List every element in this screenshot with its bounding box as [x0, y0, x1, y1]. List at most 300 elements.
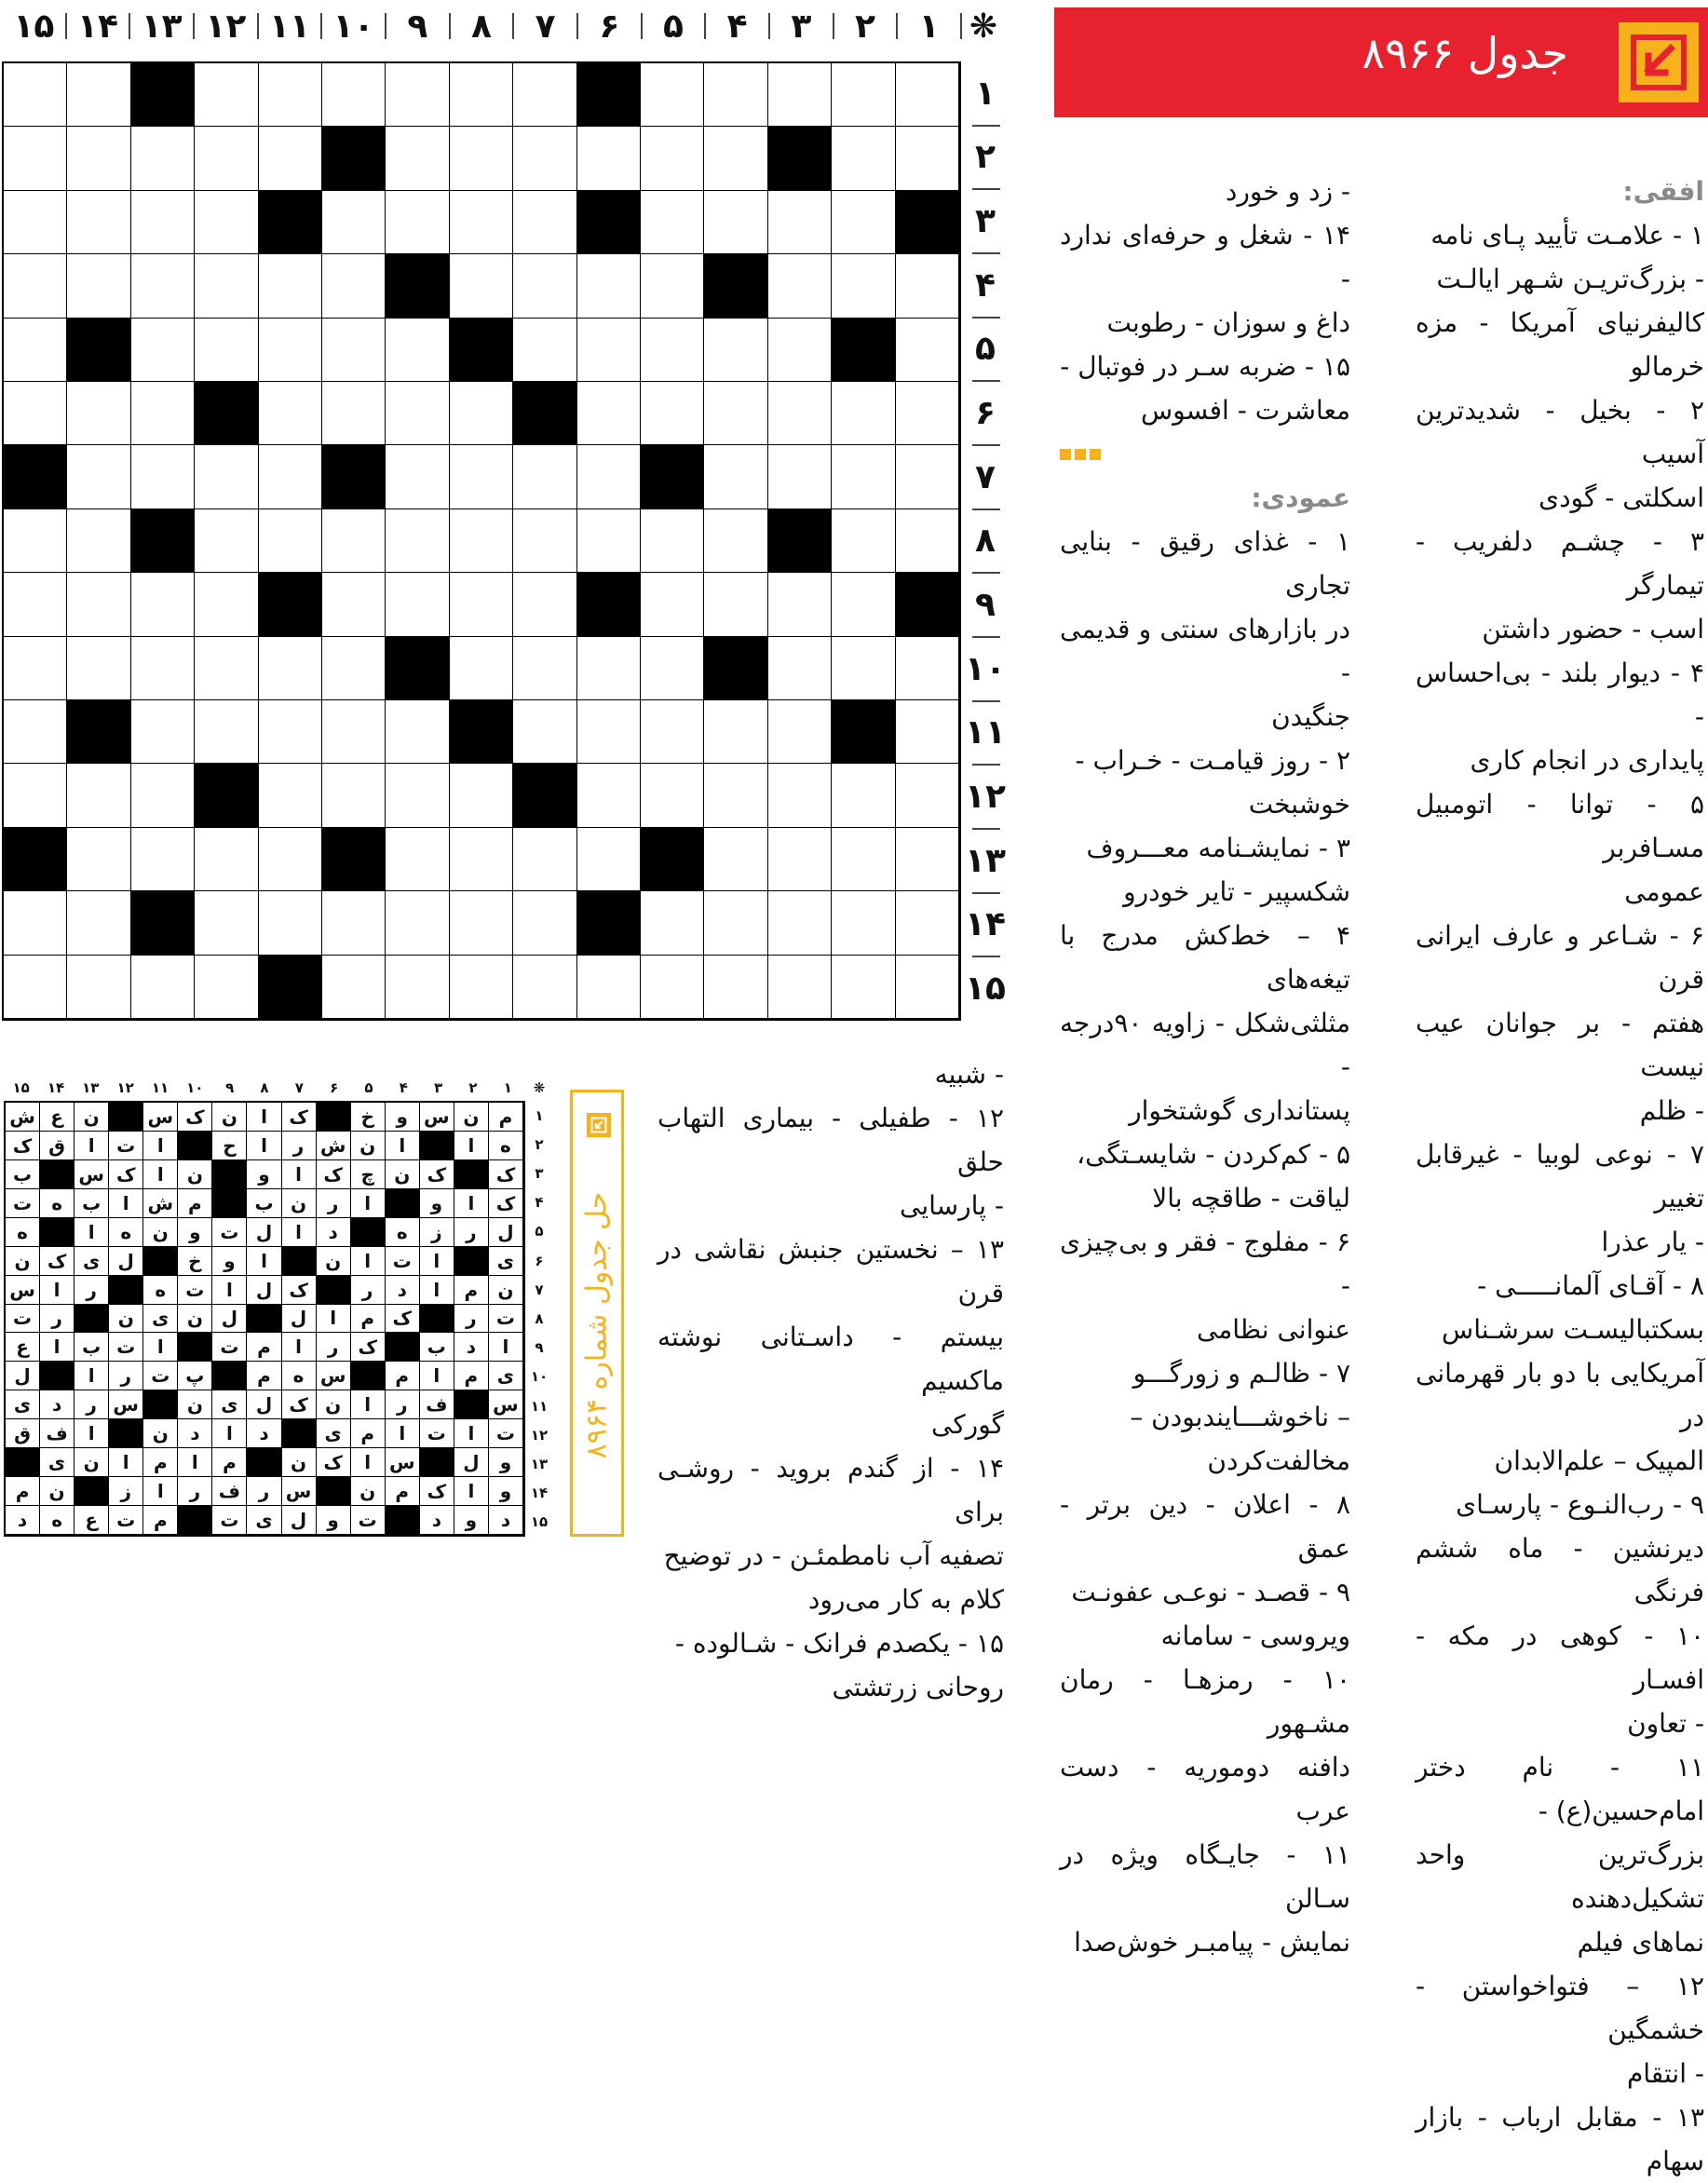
clue-line: مثلثی‌شکل - زاویه ۹۰درجه - [1060, 1008, 1350, 1082]
clue-line: ۱۴ - شغل و حرفه‌ای ندارد - [1060, 220, 1350, 294]
solution-cell: ا [75, 1218, 109, 1247]
grid-cell[interactable] [67, 891, 130, 955]
clue-line: - شبیه [934, 1059, 1004, 1090]
grid-cell[interactable] [131, 319, 195, 382]
clue-line: ۹ - رب‌النـوع - پارسـای [1456, 1489, 1704, 1520]
grid-cell[interactable] [641, 891, 704, 955]
grid-cell[interactable] [577, 509, 641, 573]
solution-cell: ر [178, 1477, 212, 1506]
grid-cell[interactable] [704, 956, 767, 1019]
grid-cell[interactable] [577, 382, 641, 445]
grid-cell[interactable] [195, 319, 258, 382]
grid-cell[interactable] [322, 382, 386, 445]
grid-cell[interactable] [704, 573, 767, 636]
grid-cell[interactable] [131, 254, 195, 318]
grid-cell[interactable] [450, 509, 513, 573]
grid-cell-black [513, 764, 576, 827]
solution-cell: ک [40, 1247, 75, 1276]
grid-cell[interactable] [67, 127, 130, 190]
grid-cell[interactable] [4, 382, 67, 445]
grid-cell[interactable] [4, 700, 67, 764]
solution-cell: د [489, 1506, 523, 1535]
grid-cell[interactable] [896, 127, 959, 190]
solution-cell: ی [75, 1247, 109, 1276]
solution-cell: ن [40, 1477, 75, 1506]
clue-line: دافنه دوموریه - دست عرب [1060, 1752, 1350, 1826]
grid-cell[interactable] [896, 319, 959, 382]
grid-cell[interactable] [259, 891, 322, 955]
grid-cell[interactable] [195, 637, 258, 700]
grid-cell-black [577, 891, 641, 955]
solution-cell-black [317, 1477, 351, 1506]
grid-cell[interactable] [641, 382, 704, 445]
solution-cell-black [6, 1448, 40, 1477]
grid-cell[interactable] [195, 891, 258, 955]
solution-cell: ر [317, 1189, 351, 1218]
column-separator [385, 13, 386, 39]
grid-cell[interactable] [259, 828, 322, 891]
grid-cell[interactable] [386, 956, 449, 1019]
solution-cell: ع [6, 1333, 40, 1362]
grid-cell[interactable] [832, 764, 895, 827]
grid-cell[interactable] [641, 764, 704, 827]
grid-cell[interactable] [195, 63, 258, 127]
grid-cell[interactable] [896, 63, 959, 127]
grid-cell[interactable] [513, 956, 576, 1019]
grid-cell[interactable] [768, 764, 832, 827]
grid-cell[interactable] [768, 445, 832, 508]
solution-cell: ی [40, 1448, 75, 1477]
column-separator [833, 13, 834, 39]
solution-cell-black [282, 1419, 317, 1448]
grid-cell[interactable] [386, 127, 449, 190]
grid-cell[interactable] [322, 573, 386, 636]
solution-cell: ی [247, 1506, 281, 1535]
grid-cell[interactable] [67, 509, 130, 573]
grid-cell[interactable] [67, 63, 130, 127]
solution-cell: م [386, 1477, 420, 1506]
grid-cell[interactable] [577, 764, 641, 827]
grid-cell[interactable] [386, 891, 449, 955]
solution-cell-black [109, 1276, 143, 1305]
solution-cell-black [75, 1477, 109, 1506]
grid-cell[interactable] [832, 63, 895, 127]
clue-line: - بزرگ‌تریـن شـهر ایالـت [1436, 264, 1704, 294]
grid-cell[interactable] [259, 63, 322, 127]
solution-cell-black [247, 1305, 281, 1334]
grid-cell[interactable] [704, 63, 767, 127]
grid-cell-black [832, 700, 895, 764]
solution-row-label: ۲ [535, 1135, 544, 1153]
grid-cell[interactable] [450, 956, 513, 1019]
grid-cell[interactable] [4, 637, 67, 700]
grid-cell-black [832, 319, 895, 382]
column-label: ۶ [599, 7, 620, 46]
grid-cell[interactable] [195, 573, 258, 636]
grid-cell[interactable] [386, 445, 449, 508]
grid-cell[interactable] [67, 445, 130, 508]
grid-cell[interactable] [386, 319, 449, 382]
grid-cell[interactable] [131, 127, 195, 190]
solution-cell: ک [178, 1103, 212, 1132]
clue-line: ۲ - بخیل - شدیدترین آسیب [1416, 395, 1704, 469]
grid-cell[interactable] [4, 63, 67, 127]
solution-cell: ا [109, 1448, 143, 1477]
grid-column-header [0, 0, 996, 56]
solution-cell: ن [178, 1305, 212, 1334]
grid-cell[interactable] [641, 319, 704, 382]
solution-cell-black [40, 1218, 75, 1247]
grid-cell[interactable] [896, 254, 959, 318]
grid-cell[interactable] [4, 509, 67, 573]
grid-cell[interactable] [832, 445, 895, 508]
grid-cell[interactable] [641, 254, 704, 318]
grid-cell[interactable] [577, 956, 641, 1019]
solution-cell: ف [40, 1419, 75, 1448]
grid-cell-black [131, 891, 195, 955]
grid-cell[interactable] [704, 764, 767, 827]
grid-cell-black [67, 700, 130, 764]
grid-cell[interactable] [896, 382, 959, 445]
grid-cell[interactable] [832, 254, 895, 318]
solution-cell: ی [489, 1362, 523, 1390]
grid-cell[interactable] [322, 509, 386, 573]
solution-cell: چ [351, 1160, 386, 1189]
grid-cell-black [322, 445, 386, 508]
grid-cell[interactable] [513, 127, 576, 190]
grid-cell[interactable] [386, 700, 449, 764]
grid-cell[interactable] [577, 319, 641, 382]
grid-cell[interactable] [896, 700, 959, 764]
clues-column-3 [657, 1052, 1004, 1709]
grid-cell[interactable] [768, 700, 832, 764]
grid-cell[interactable] [896, 764, 959, 827]
grid-cell[interactable] [4, 127, 67, 190]
grid-cell[interactable] [513, 828, 576, 891]
grid-cell[interactable] [704, 700, 767, 764]
grid-cell[interactable] [322, 764, 386, 827]
grid-cell[interactable] [641, 509, 704, 573]
grid-cell[interactable] [259, 509, 322, 573]
grid-cell[interactable] [259, 764, 322, 827]
grid-cell[interactable] [259, 445, 322, 508]
grid-cell[interactable] [704, 891, 767, 955]
grid-cell-black [577, 573, 641, 636]
grid-cell[interactable] [704, 382, 767, 445]
grid-cell[interactable] [131, 700, 195, 764]
grid-cell[interactable] [450, 828, 513, 891]
grid-cell[interactable] [832, 637, 895, 700]
grid-cell[interactable] [195, 254, 258, 318]
solution-cell-black [143, 1390, 178, 1419]
grid-cell[interactable] [67, 573, 130, 636]
clue-line: - تعاون [1627, 1708, 1704, 1739]
solution-cell: ب [75, 1333, 109, 1362]
grid-cell[interactable] [768, 254, 832, 318]
grid-cell[interactable] [832, 509, 895, 573]
grid-cell[interactable] [322, 956, 386, 1019]
grid-cell[interactable] [450, 191, 513, 254]
grid-cell[interactable] [450, 891, 513, 955]
grid-cell[interactable] [195, 828, 258, 891]
solution-cell: ن [109, 1305, 143, 1334]
grid-cell[interactable] [322, 191, 386, 254]
grid-cell[interactable] [704, 127, 767, 190]
grid-cell[interactable] [832, 573, 895, 636]
grid-cell[interactable] [832, 956, 895, 1019]
solution-cell: س [143, 1103, 178, 1132]
grid-cell[interactable] [322, 637, 386, 700]
grid-cell[interactable] [195, 445, 258, 508]
row-label: ۵ [975, 330, 996, 369]
solution-cell: ی [143, 1305, 178, 1334]
solution-cell: ت [143, 1362, 178, 1390]
grid-cell[interactable] [896, 891, 959, 955]
solution-cell: ا [351, 1448, 386, 1477]
grid-cell[interactable] [513, 700, 576, 764]
grid-cell[interactable] [577, 254, 641, 318]
grid-cell[interactable] [4, 764, 67, 827]
solution-cell: ک [282, 1390, 317, 1419]
solution-cell: ه [109, 1218, 143, 1247]
grid-cell[interactable] [513, 254, 576, 318]
solution-row-header [527, 1101, 551, 1537]
grid-cell[interactable] [4, 956, 67, 1019]
grid-cell[interactable] [259, 254, 322, 318]
grid-cell[interactable] [386, 191, 449, 254]
grid-cell[interactable] [513, 573, 576, 636]
grid-cell[interactable] [131, 573, 195, 636]
grid-cell[interactable] [450, 63, 513, 127]
grid-cell[interactable] [641, 191, 704, 254]
clue-line: نمایش - پیامبـر خوش‌صدا [1074, 1927, 1350, 1958]
grid-cell[interactable] [832, 382, 895, 445]
grid-cell[interactable] [4, 319, 67, 382]
grid-cell[interactable] [513, 63, 576, 127]
grid-cell[interactable] [768, 63, 832, 127]
grid-cell[interactable] [641, 637, 704, 700]
grid-cell[interactable] [896, 956, 959, 1019]
solution-row-label: ۴ [535, 1194, 544, 1212]
grid-cell[interactable] [704, 319, 767, 382]
solution-column-label: ۱۴ [47, 1079, 65, 1096]
grid-cell[interactable] [4, 891, 67, 955]
grid-cell[interactable] [67, 254, 130, 318]
solution-cell: س [489, 1390, 523, 1419]
grid-cell[interactable] [67, 637, 130, 700]
grid-cell[interactable] [450, 254, 513, 318]
grid-cell[interactable] [322, 63, 386, 127]
solution-cell: ل [247, 1390, 281, 1419]
grid-cell[interactable] [450, 127, 513, 190]
grid-cell[interactable] [386, 828, 449, 891]
grid-cell[interactable] [195, 956, 258, 1019]
grid-cell[interactable] [131, 828, 195, 891]
grid-cell[interactable] [386, 63, 449, 127]
solution-cell: د [40, 1390, 75, 1419]
grid-cell[interactable] [832, 891, 895, 955]
solution-cell: م [6, 1477, 40, 1506]
grid-cell[interactable] [641, 700, 704, 764]
grid-cell[interactable] [704, 191, 767, 254]
solution-row-label: ۹ [535, 1339, 544, 1357]
grid-cell[interactable] [386, 573, 449, 636]
solution-cell: ا [143, 1160, 178, 1189]
grid-corner-symbol: ❋ [969, 7, 998, 46]
grid-cell[interactable] [195, 509, 258, 573]
grid-cell[interactable] [259, 127, 322, 190]
grid-cell[interactable] [322, 254, 386, 318]
solution-cell-black [109, 1419, 143, 1448]
solution-cell: ا [351, 1247, 386, 1276]
grid-cell[interactable] [450, 445, 513, 508]
grid-cell[interactable] [131, 382, 195, 445]
solution-column-header [4, 1075, 546, 1101]
grid-cell[interactable] [577, 700, 641, 764]
grid-cell[interactable] [259, 700, 322, 764]
grid-cell[interactable] [768, 637, 832, 700]
grid-cell[interactable] [896, 445, 959, 508]
solution-column-label: ۲ [468, 1079, 478, 1096]
grid-cell[interactable] [386, 764, 449, 827]
solution-cell: ا [143, 1333, 178, 1362]
grid-cell[interactable] [768, 191, 832, 254]
grid-cell[interactable] [704, 828, 767, 891]
title-banner [1054, 7, 1708, 117]
clue-line: ۵ - کم‌کردن - شایسـتگی، [1077, 1139, 1350, 1170]
column-separator [193, 13, 195, 39]
grid-cell-black [259, 573, 322, 636]
grid-cell[interactable] [322, 319, 386, 382]
grid-cell[interactable] [67, 382, 130, 445]
grid-cell[interactable] [641, 63, 704, 127]
grid-cell[interactable] [131, 445, 195, 508]
grid-cell[interactable] [832, 127, 895, 190]
column-label: ۷ [535, 7, 556, 46]
grid-cell[interactable] [450, 573, 513, 636]
crossword-grid [2, 61, 961, 1021]
grid-cell[interactable] [131, 764, 195, 827]
grid-cell[interactable] [577, 637, 641, 700]
grid-cell[interactable] [896, 637, 959, 700]
column-label: ۱۳ [141, 7, 183, 46]
solution-cell: ا [247, 1103, 281, 1132]
solution-column-label: ۵ [364, 1079, 373, 1096]
grid-cell[interactable] [4, 254, 67, 318]
grid-cell[interactable] [513, 637, 576, 700]
grid-cell[interactable] [513, 509, 576, 573]
grid-cell[interactable] [4, 573, 67, 636]
grid-cell[interactable] [832, 191, 895, 254]
grid-cell[interactable] [195, 127, 258, 190]
grid-cell[interactable] [386, 382, 449, 445]
solution-cell: ا [489, 1333, 523, 1362]
grid-cell-black [195, 764, 258, 827]
grid-cell[interactable] [195, 700, 258, 764]
clue-line: بزرگ‌ترین واحد تشکیل‌دهنده [1416, 1839, 1704, 1914]
grid-cell[interactable] [195, 191, 258, 254]
column-separator [576, 13, 578, 39]
grid-cell[interactable] [768, 319, 832, 382]
grid-cell[interactable] [641, 573, 704, 636]
grid-cell[interactable] [322, 891, 386, 955]
solution-corner-symbol: ❋ [533, 1079, 546, 1096]
grid-cell[interactable] [450, 637, 513, 700]
clue-line: ۴ - دیوار بلند - بی‌احساس - [1416, 658, 1704, 732]
solution-cell-black [212, 1189, 247, 1218]
grid-cell[interactable] [259, 637, 322, 700]
grid-cell[interactable] [577, 445, 641, 508]
grid-cell[interactable] [513, 445, 576, 508]
clue-line: مخالفت‌کردن [1207, 1445, 1350, 1476]
solution-label [570, 1090, 624, 1537]
solution-cell: و [178, 1218, 212, 1247]
grid-cell[interactable] [131, 191, 195, 254]
grid-cell[interactable] [704, 509, 767, 573]
grid-cell[interactable] [4, 191, 67, 254]
solution-cell-black [212, 1160, 247, 1189]
column-label: ۹ [407, 7, 428, 46]
solution-cell: پ [178, 1362, 212, 1390]
grid-cell[interactable] [768, 573, 832, 636]
grid-cell[interactable] [896, 509, 959, 573]
grid-cell[interactable] [386, 509, 449, 573]
grid-cell[interactable] [450, 764, 513, 827]
grid-cell[interactable] [67, 956, 130, 1019]
grid-cell[interactable] [641, 127, 704, 190]
solution-cell: ا [75, 1362, 109, 1390]
solution-cell: ا [420, 1362, 454, 1390]
row-label: ۸ [975, 522, 996, 561]
clue-line: - ظلم [1639, 1095, 1704, 1126]
grid-cell[interactable] [896, 828, 959, 891]
solution-cell: ا [178, 1448, 212, 1477]
grid-cell[interactable] [322, 700, 386, 764]
grid-cell-black [259, 191, 322, 254]
grid-cell[interactable] [131, 637, 195, 700]
grid-cell[interactable] [67, 764, 130, 827]
grid-cell[interactable] [832, 828, 895, 891]
grid-cell[interactable] [513, 191, 576, 254]
solution-cell: ا [454, 1189, 489, 1218]
grid-cell[interactable] [641, 956, 704, 1019]
grid-cell[interactable] [259, 319, 322, 382]
solution-cell: ا [247, 1247, 281, 1276]
grid-cell[interactable] [768, 956, 832, 1019]
solution-cell-black [317, 1103, 351, 1132]
grid-cell[interactable] [768, 382, 832, 445]
grid-cell[interactable] [513, 891, 576, 955]
column-label: ۲ [854, 7, 875, 46]
grid-cell[interactable] [513, 319, 576, 382]
solution-cell: ل [282, 1305, 317, 1334]
grid-cell[interactable] [259, 382, 322, 445]
solution-row-label: ۷ [535, 1281, 544, 1298]
solution-cell: ر [75, 1390, 109, 1419]
grid-cell[interactable] [768, 891, 832, 955]
grid-cell[interactable] [67, 191, 130, 254]
page-title: جدول ۸۹۶۶ [1362, 28, 1568, 78]
grid-cell[interactable] [450, 382, 513, 445]
grid-cell[interactable] [768, 828, 832, 891]
grid-cell[interactable] [67, 828, 130, 891]
grid-cell[interactable] [577, 828, 641, 891]
grid-cell[interactable] [704, 445, 767, 508]
clue-line: ۱۲ – فتواخواستن - خشمگین [1416, 1971, 1704, 2045]
grid-cell[interactable] [577, 127, 641, 190]
solution-row-label: ۱۳ [530, 1455, 549, 1472]
grid-cell[interactable] [131, 956, 195, 1019]
